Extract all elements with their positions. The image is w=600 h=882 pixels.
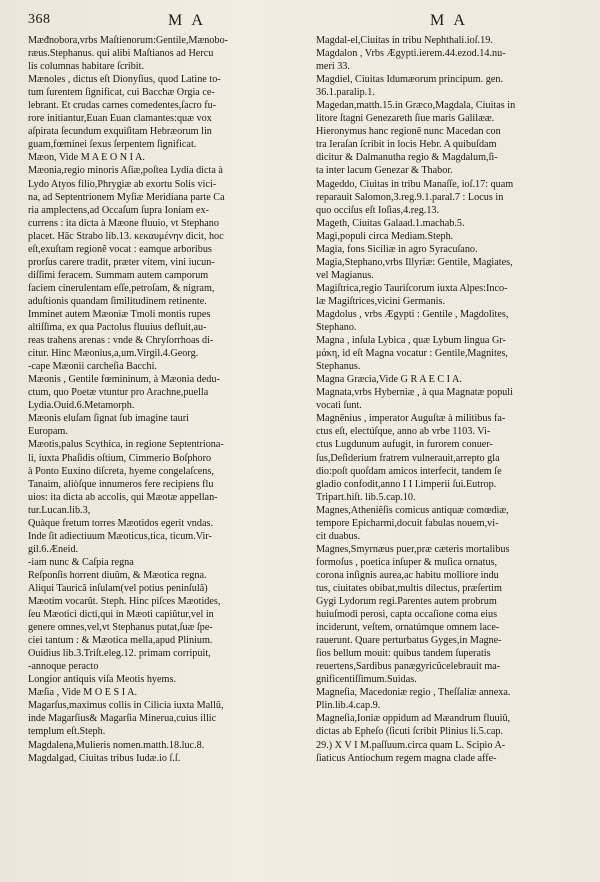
right-column-line: dicitur & Dalmanutha regio & Magdalum,ſi- [316,152,498,164]
running-head-right: M A [430,12,468,29]
left-column-line: aduſtionis quandam ſimilitudinem retinente. [28,295,207,307]
left-column-line: ciei tantum : & Mæotica mella,apud Plinium. [28,635,213,647]
right-column-line: ſiaticus Antiochum regem magna clade affe- [316,752,497,764]
left-column-line: Mæotis,palus Scythica, in regione Septentriona- [28,439,224,451]
right-column-line: gnificentiſſimum.Suidas. [316,674,417,686]
right-column-line: ctus eſt, electúſque, anno ab vrbe 1103. Vi- [316,426,491,438]
right-column-line: dio:poſt quoſdam amicos interfecit, tandem ſe [316,465,502,477]
left-column-line: Mænoles , dictus eſt Dionyſius, quod Latine to- [28,74,221,86]
right-column-line: læ Magiſtrices,vicini Germanis. [316,295,446,307]
right-column-line: 29.) X V I M.paſſuum.circa quam L. Scipio A- [316,739,506,751]
left-column-line: Aliqui Tauricã inſulam(vel potius peninſulã) [28,582,208,594]
right-column-line: Magia,Stephano,vrbs Illyriæ: Gentile, Magiates, [316,256,513,268]
right-column-line: Magnata,vrbs Hyberniæ , à qua Magnatæ populi [316,387,513,399]
left-column-line: ræus.Stephanus. qui alibi Maſtianos ad Hercu [28,48,214,60]
right-column-line: Magnes,Atheniẽſis comicus antiquæ comœdiæ, [316,504,509,516]
left-column-line: Mæonis eluſam ſignat ſub imagine tauri [28,413,189,425]
right-column-line: Magna Græcia,Vide G R A E C I A. [316,374,462,386]
right-column-line: Tripart.hiſt. lib.5.cap.10. [316,491,416,503]
right-column-line: reuertens,Sardibus panægyricũcelebrauit ma- [316,661,501,673]
right-column-line: dictas ab Epheſo (ſicuti ſcribit Plinius li.5.cap. [316,726,504,738]
left-column-line: Mæſia , Vide M O E S I A. [28,687,138,699]
left-column-line: placet. Hãc Strabo lib.13. κεκαυμένην dicit, hoc [28,230,224,242]
right-column-line: Magdiel, Ciuitas Idumæorum principum. gen. [316,74,504,86]
left-column-line: citur. Hinc Mæonius,a,um.Virgil.4.Georg. [28,348,199,360]
left-column-line: genere omnes,vel,vt Stephanus putat,ſuæ ſpe- [28,622,213,634]
left-column-line: Mæotim vocarũt. Steph. Hinc piſces Mæotides, [28,596,221,608]
right-column-line: tra Ieraſan ſcribit in locis Hebr. A quibuſdam [316,139,497,151]
right-column-line: tempore Epicharmi,docuit fabulas nouem,vi- [316,517,499,529]
left-column-line: Imminet autem Mæoniæ Tmoli montis rupes [28,308,211,320]
right-column-line: Hieronymus hanc regionẽ nunc Macedan con [316,126,501,138]
left-column-line: gil.6.Æneid. [28,543,79,555]
page-number: 368 [28,12,51,27]
right-column-line: Magia, fons Siciliæ in agro Syracuſano. [316,243,478,255]
left-column-line: tur.Lucan.lib.3, [28,504,91,516]
right-column-line: Magneſia,Ioniæ oppidum ad Mæandrum fluuiũ, [316,713,511,725]
page-header [28,12,570,34]
right-column-line: Stephano. [316,322,357,334]
left-column-line: lis columnas habitare ſcribit. [28,61,144,73]
right-column-line: 36.1.paralip.1. [316,87,375,99]
left-column-line: aſpirata ſecundum exquiſitam Hebræorum lin [28,126,212,138]
right-column-line: Magneſia, Macedoniæ regio , Theſſaliæ annexa. [316,687,511,699]
left-column-line: na, ad Septentrionem Myſiæ Meridiana parte Ca [28,191,225,203]
right-column-line: Magi,populi circa Mediam.Steph. [316,230,454,242]
left-column-line: Magarſus,maximus collis in Cilicia iuxta Mallũ, [28,700,224,712]
right-column-line: μάκη, id eſt Magna vocatur : Gentile,Magnites, [316,348,508,360]
right-column-line: Gygi Lydorum regi.Parentes autem probrum [316,596,497,608]
right-column-line: cit duabus. [316,530,361,542]
right-column-line: Plin.lib.4.cap.9. [316,700,381,712]
left-column-line: currens : ita dicta à Mæone fluuio, vt Stephano [28,217,219,229]
left-column-line: Magdalgad, Ciuitas tribus Iudæ.io ſ.ſ. [28,752,181,764]
right-column-line: Magdolus , vrbs Ægypti : Gentile , Magdolites, [316,308,509,320]
left-column [28,34,300,765]
left-column-line: Lydia.Ouid.6.Metamorph. [28,400,135,412]
left-column-line: diſſimi feracem. Summam autem camporum [28,269,209,281]
right-column-line: reparauit Salomon,3.reg.9.1.paral.7 : Locus in [316,191,504,203]
left-column-line: -iam nunc & Caſpia regna [28,556,134,568]
right-column-line: Stephanus. [316,361,361,373]
right-column-line: Magdal-el,Ciuitas in tribu Nephthali.ioſ.19. [316,35,493,46]
left-column-line: à Ponto Euxino diſcreta, hyeme congelaſcens, [28,465,214,477]
left-column-line: Tanaim, aliòſque innumeros fere recipiens flu [28,478,214,490]
left-column-line: altiſſima, ex qua Pactolus fluuius defluit,au- [28,322,207,334]
left-column-line: reas trahens arenas : vnde & Chryſorrhoas di- [28,335,214,347]
right-column-line: ctus Lugdunum aufugit, in furorem conuer- [316,439,493,451]
left-column-line: Mæᵭnobora,vrbs Maſtienorum:Gentile,Mænobo- [28,35,229,46]
left-column-line: ria amplectens,ad Occaſum ſupra Ioniam ex- [28,204,210,216]
left-column-line: Mæonia,regio minoris Aſiæ,poſtea Lydia dicta à [28,165,223,177]
left-column-line: tum ſurentem ſignificat, cui Bacchæ Orgia ce- [28,87,215,99]
left-column-line: guam,fœminei ſexus ſerpentem ſignificat. [28,139,197,151]
right-column-line: formoſus , poetica inſuper & muſica ornatus, [316,556,498,568]
right-column-line: Magedan,matth.15.in Græco,Magdala, Ciuitas in [316,100,516,112]
left-column-line: Ouidius lib.3.Triſt.eleg.12. primam corripuit, [28,648,211,660]
left-column-line: Magdalena,Mulieris nomen.matth.18.luc.8. [28,739,205,751]
right-column-line: tus, ciuitates obibat,multis dilectus, præſertim [316,582,502,594]
right-column-line: Magdalon , Vrbs Ægypti.ierem.44.ezod.14.nu- [316,48,506,60]
right-column-line: Mageth, Ciuitas Galaad.1.machab.5. [316,217,465,229]
left-column-line: ctum, quo Poetæ vtuntur pro Arachne,puella [28,387,209,399]
right-column-line: huiuſmodi perosi, capta occaſione coma eius [316,609,498,621]
right-column-line: quo occiſus eſt Ioſias,4.reg.13. [316,204,440,216]
right-column-line: ta inter lacum Genezar & Thabor. [316,165,453,177]
left-column-line: faciem cinerulentam eſſe,petroſam, & nigram, [28,282,215,294]
left-column-line: templum eſt.Steph. [28,726,106,738]
right-column [316,34,586,765]
right-column-line: ſios bellum mouit: quibus tandem ſuperatis [316,648,491,660]
left-column-line: inde Magarſius& Magarſia Minerua,cuius illic [28,713,217,725]
left-column-line: lebrant. Et crudas carnes comedentes,ſacro fu- [28,100,217,112]
left-column-line: Reſponſis horrent diuûm, & Mæotica regna. [28,569,207,581]
left-column-line: -cape Mæonii carcheſia Bacchi. [28,361,157,373]
right-column-line: Mageddo, Ciuitas in tribu Manaſſe, ioſ.17: quam [316,178,514,190]
right-column-line: meri 33. [316,61,350,73]
left-column-line: uios: ita dicta ab accolis, qui Mæotæ appellan- [28,491,218,503]
right-column-line: vocati ſunt. [316,400,362,412]
right-column-line: rauerunt. Quare perturbatus Gyges,in Magne- [316,635,502,647]
left-column-line: rore initiantur,Euan Euan clamantes:quæ vox [28,113,212,125]
left-column-line: -annoque peracto [28,661,99,673]
right-column-line: corona inſignis aurea,ac habitu molliore indu [316,569,499,581]
left-column-line: Longior antiquis viſa Meotis hyems. [28,674,176,686]
right-column-line: ſus,Deſiderium fratrem vulnerauit,arrepto gla [316,452,500,464]
right-column-line: vel Magianus. [316,269,374,281]
left-column-line: Quàque fretum torres Mæotidos egerit vndas. [28,517,214,529]
left-column-line: eſt,exuſtam regionẽ vocat : eamque arboribus [28,243,212,255]
left-column-line: Inde ſit adiectiuum Mæoticus,tica, ticum.Vir- [28,530,212,542]
right-column-line: gladio confodit,anno I I I.imperii ſui.Eutrop. [316,478,497,490]
left-column-line: Mæon, Vide M A E O N I A. [28,152,145,164]
left-column-line: Mæonis , Gentile fœmininum, à Mæonia dedu- [28,374,220,386]
left-column-line: prorſus carere tradit, præter vitem, vini iucun- [28,256,215,268]
right-column-line: inciderunt, veſtem, ornatúmque omnem lace- [316,622,500,634]
right-column-line: Magiſtrica,regio Tauriſcorum iuxta Alpes:Inco- [316,282,508,294]
left-column-line: Lydo Atyos filio,Phrygiæ ab exortu Solis vici- [28,178,217,190]
right-column-line: Magna , inſula Lybica , quæ Lybum lingua Gr- [316,335,506,347]
left-column-line: Europam. [28,426,68,438]
right-column-line: litore ſtagni Genezareth ſiue maris Galilææ. [316,113,495,125]
right-column-line: Magnes,Smyrnæus puer,præ cæteris mortalibus [316,543,510,555]
right-column-line: Magnẽnius , imperator Auguſtæ à militibus fa- [316,413,506,425]
left-column-line: ſeu Mæotici dicti,qui in Mæoti capiũtur,vel in [28,609,214,621]
left-column-line: li, iuxta Phaſidis oſtium, Cimmerio Boſphoro [28,452,212,464]
running-head-left: M A [168,12,206,29]
